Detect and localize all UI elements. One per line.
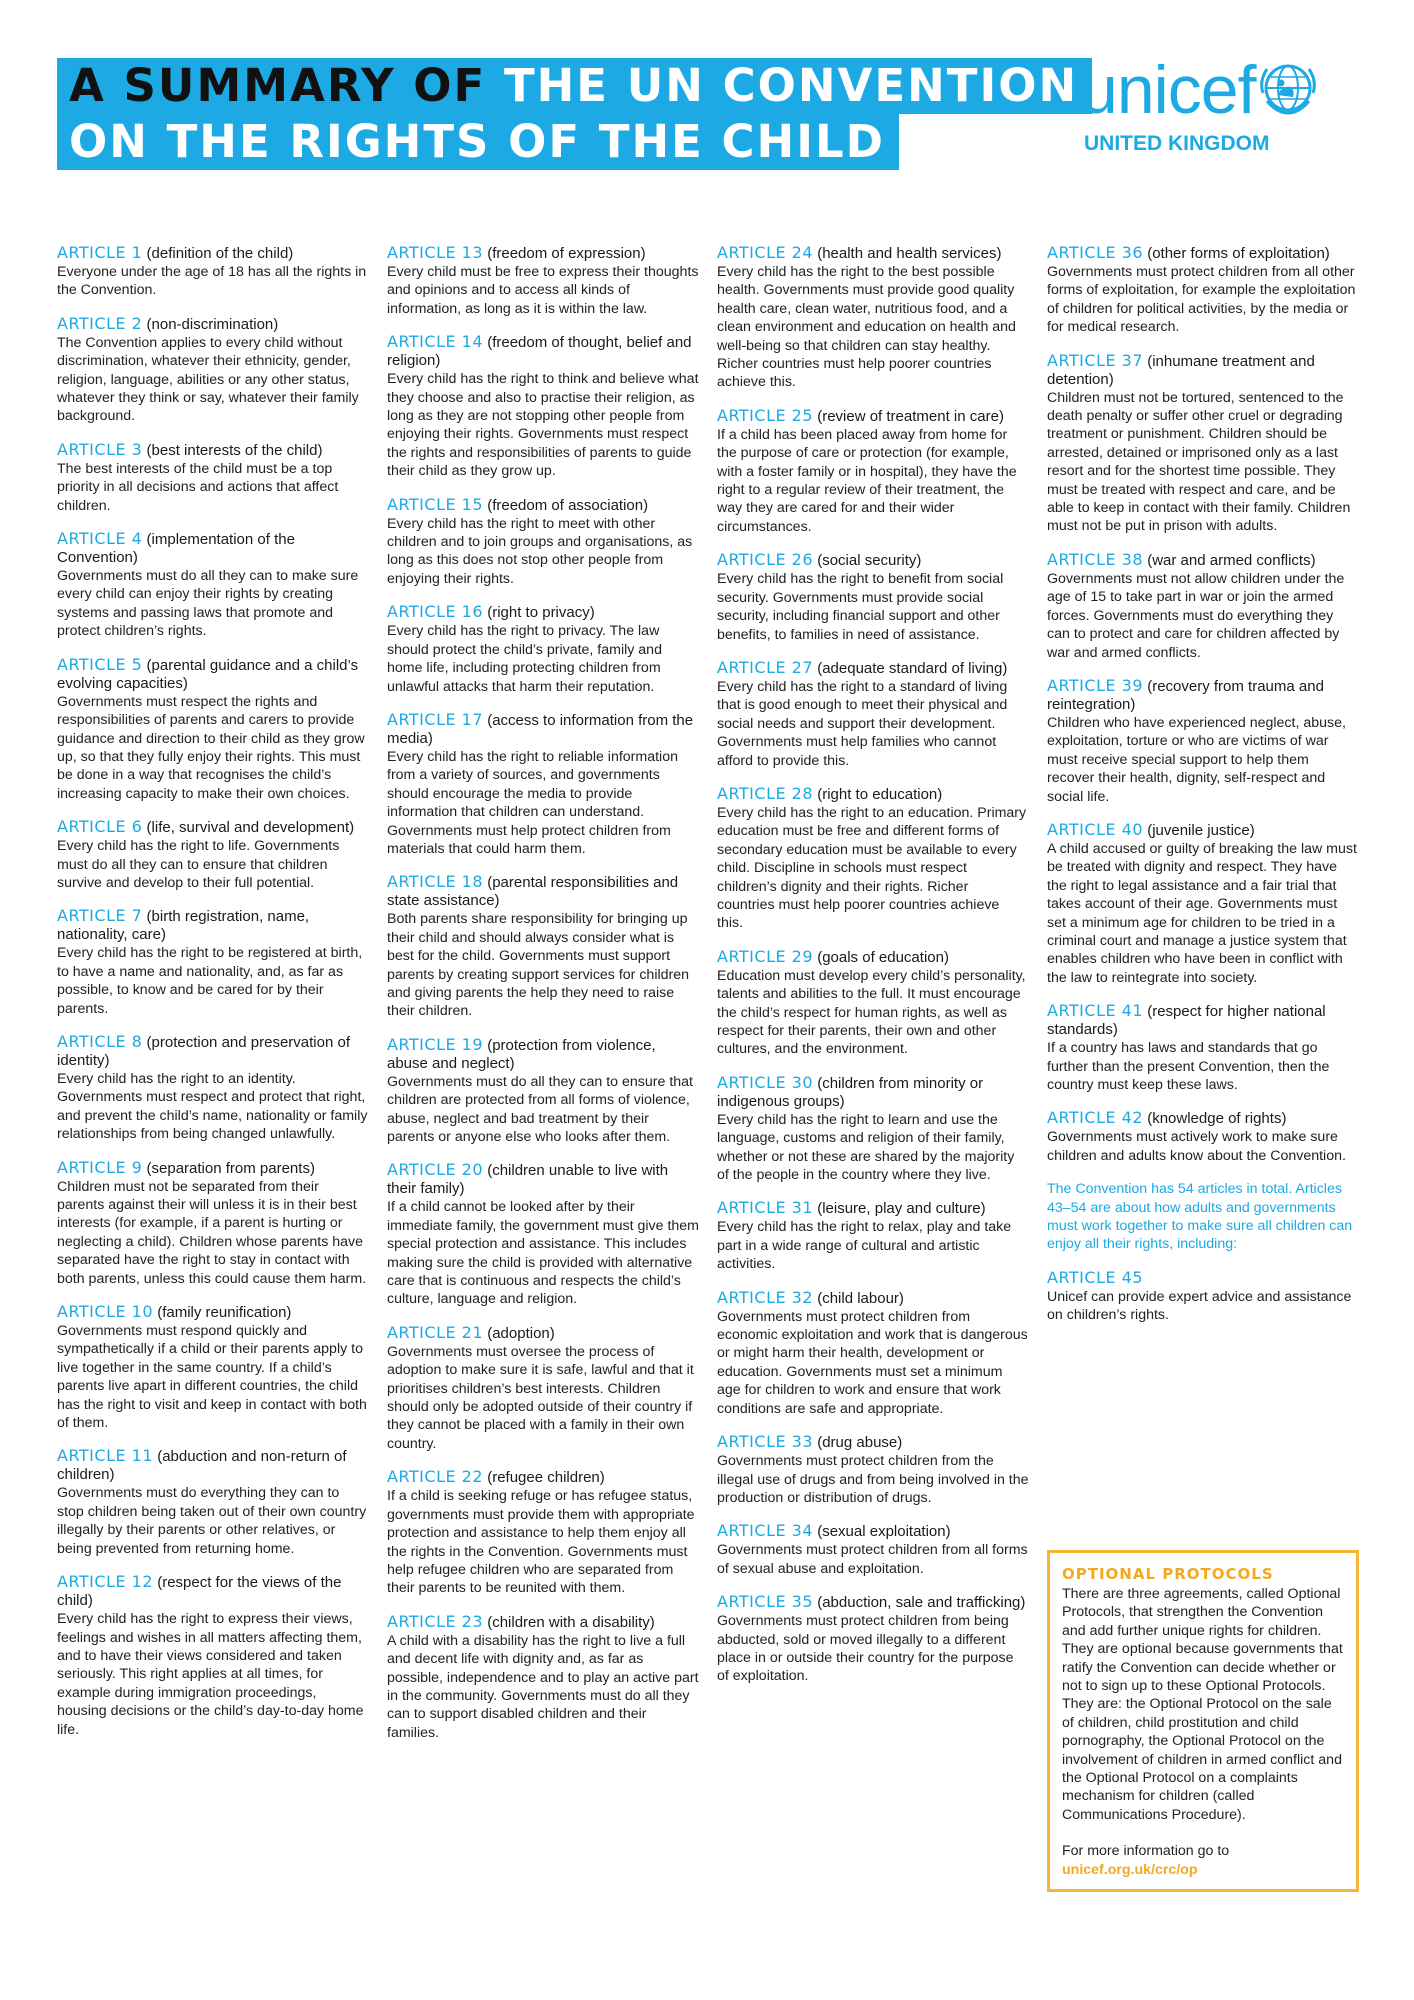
document-title xyxy=(57,58,1079,170)
article-number: ARTICLE 11 xyxy=(57,1446,154,1466)
article-item xyxy=(717,551,1029,644)
article-item xyxy=(57,818,369,892)
convention-note: The Convention has 54 articles in total. Articles 43–54 are about how adults and governments must work together to make sure all children can enjoy all their rights, including: xyxy=(1047,1181,1353,1253)
article-text: Both parents share responsibility for bringing up their child and should always consider what is best for the child. Governments must support parents by creating support services for children and giving parents the help they need to raise their children. xyxy=(387,911,690,1020)
article-text: Every child has the right to an identity. Governments must respect and protect that right, and prevent the child’s name, nationality or family relationships from being changed unlawfully. xyxy=(57,1070,368,1143)
article-number: ARTICLE 9 xyxy=(57,1157,143,1177)
article-topic: (freedom of expression) xyxy=(487,245,646,262)
article-item xyxy=(57,441,369,515)
article-item xyxy=(717,1433,1029,1507)
article-number: ARTICLE 39 xyxy=(1047,675,1144,695)
article-topic: (social security) xyxy=(817,552,922,570)
article-topic: (inhumane treatment and detention) xyxy=(1047,352,1315,388)
title-line-2: ON THE RIGHTS OF THE CHILD xyxy=(57,114,899,170)
article-number: ARTICLE 23 xyxy=(387,1611,484,1631)
article-text: Governments must actively work to make sure children and adults know about the Convention. xyxy=(1047,1129,1346,1164)
article-number: ARTICLE 42 xyxy=(1047,1108,1144,1128)
article-heading xyxy=(1047,677,1359,714)
article-number: ARTICLE 26 xyxy=(717,550,814,570)
article-heading xyxy=(57,1447,369,1484)
article-number: ARTICLE 27 xyxy=(717,657,814,677)
article-topic: (definition of the child) xyxy=(146,245,294,262)
article-topic: (children with a disability) xyxy=(487,1613,655,1631)
article-text: If a child cannot be looked after by their immediate family, the government must give them special protection and assistance. This includes making sure the child is provided with alternative care that is continuous and respects the child’s culture, language and religion. xyxy=(387,1199,699,1308)
article-topic: (war and armed conflicts) xyxy=(1147,551,1316,569)
article-item xyxy=(57,1033,369,1144)
article-topic: (right to privacy) xyxy=(487,604,595,622)
article-heading xyxy=(57,441,369,460)
article-item xyxy=(717,1074,1029,1185)
article-heading xyxy=(57,656,369,693)
article-topic: (knowledge of rights) xyxy=(1147,1110,1287,1128)
article-heading xyxy=(1047,352,1359,389)
article-text: Children who have experienced neglect, abuse, exploitation, torture or who are victims of war must receive special support to help them recover their health, dignity, self-respect and social life. xyxy=(1047,714,1346,805)
article-text: Every child has the right to be registered at birth, to have a name and nationality, and, as far as possible, to know and be cared for by their parents. xyxy=(57,945,363,1017)
article-number: ARTICLE 34 xyxy=(717,1521,814,1541)
article-text: Every child has the right to privacy. The law should protect the child’s private, family and home life, including protecting children from unlawful attacks that harm their reputation. xyxy=(387,623,662,695)
article-text: If a country has laws and standards that go further than the present Convention, then the country must keep these laws. xyxy=(1047,1040,1330,1093)
article-text: Governments must protect children from the illegal use of drugs and from being involved in the production or distribution of drugs. xyxy=(717,1453,1029,1506)
article-text: Governments must do everything they can to stop children being taken out of their own country illegally by their parents or other relatives, or being prevented from returning home. xyxy=(57,1485,367,1557)
article-topic: (protection from violence, abuse and neglect) xyxy=(387,1036,656,1072)
article-number: ARTICLE 1 xyxy=(57,243,143,262)
article-text: Unicef can provide expert advice and assistance on children’s rights. xyxy=(1047,1288,1352,1324)
article-number: ARTICLE 21 xyxy=(387,1322,484,1342)
article-topic: (abduction, sale and trafficking) xyxy=(817,1594,1026,1612)
article-text: Governments must respond quickly and sympathetically if a child or their parents apply to live together in the same country. If a child’s parents live apart in different countries, the child has the right to visit and keep in contact with both of them. xyxy=(57,1323,367,1432)
article-item xyxy=(717,244,1029,392)
article-number: ARTICLE 5 xyxy=(57,654,143,674)
article-item xyxy=(387,496,699,589)
article-heading xyxy=(57,530,369,567)
article-text: Every child has the right to the best possible health. Governments must provide good quality health care, clean water, nutritious food, and a clean environment and education on health and well-being so that children can stay healthy. Richer countries must help poorer countries achieve this. xyxy=(717,264,1016,391)
article-item xyxy=(387,603,699,696)
article-heading xyxy=(387,496,699,515)
article-number: ARTICLE 19 xyxy=(387,1034,484,1054)
article-item xyxy=(717,1199,1029,1273)
article-text: Children must not be tortured, sentenced to the death penalty or suffer other cruel or degrading treatment or punishment. Children should be arrested, detained or imprisoned only as a last resort and for the shortest time possible. They must be treated with respect and care, and be able to keep in contact with their family. Children must not be put in prison with adults. xyxy=(1047,389,1351,535)
article-text: Governments must protect children from all other forms of exploitation, for example the exploitation of children for political activities, by the media or for medical research. xyxy=(1047,264,1356,336)
article-text: Governments must oversee the process of adoption to make sure it is safe, lawful and that it prioritises children’s best interests. Children should only be adopted outside of their country if they cannot be placed with a family in their own country. xyxy=(387,1343,694,1452)
article-number: ARTICLE 28 xyxy=(717,783,814,803)
article-item xyxy=(57,907,369,1018)
article-number: ARTICLE 6 xyxy=(57,817,143,837)
article-text: Every child has the right to relax, play and take part in a wide range of cultural and artistic activities. xyxy=(717,1219,1012,1273)
article-item xyxy=(1047,821,1359,987)
article-number: ARTICLE 12 xyxy=(57,1572,154,1592)
article-heading xyxy=(717,244,1029,263)
article-item xyxy=(387,1468,699,1597)
optional-protocols-box xyxy=(1047,1550,1359,1892)
article-heading xyxy=(717,1074,1029,1111)
article-topic: (review of treatment in care) xyxy=(817,407,1004,425)
article-topic: (parental responsibilities and state assistance) xyxy=(387,874,679,910)
article-topic: (recovery from trauma and reintegration) xyxy=(1047,677,1324,713)
article-text: If a child is seeking refuge or has refugee status, governments must provide them with appropriate protection and assistance to help them enjoy all the rights in the Convention. Governments must help refugee children who are separated from their parents to be reunited with them. xyxy=(387,1488,695,1597)
article-text: Governments must not allow children under the age of 15 to take part in war or join the armed forces. Governments must do everything they can to protect and care for children affected by war and armed conflicts. xyxy=(1047,570,1345,661)
article-heading xyxy=(387,244,699,263)
article-item xyxy=(57,315,369,426)
article-heading xyxy=(717,1522,1029,1541)
article-number: ARTICLE 41 xyxy=(1047,1001,1144,1021)
article-heading xyxy=(717,1199,1029,1218)
article-topic: (sexual exploitation) xyxy=(817,1523,951,1541)
article-number: ARTICLE 29 xyxy=(717,946,814,966)
article-heading xyxy=(717,1433,1029,1452)
article-text: If a child has been placed away from home for the purpose of care or protection (for example, with a foster family or in hospital), they have the right to a regular review of their treatment, the way they are cared for and their wider circumstances. xyxy=(717,426,1017,535)
article-heading xyxy=(387,603,699,622)
article-item xyxy=(57,656,369,803)
article-number: ARTICLE 38 xyxy=(1047,549,1144,569)
article-heading xyxy=(717,407,1029,426)
article-topic: (adoption) xyxy=(487,1324,555,1342)
article-heading xyxy=(57,1303,369,1322)
article-heading xyxy=(57,907,369,944)
article-item xyxy=(717,1289,1029,1418)
article-heading xyxy=(57,1573,369,1610)
title-prefix: A SUMMARY OF xyxy=(69,59,487,112)
article-topic: (child labour) xyxy=(817,1289,904,1307)
article-number: ARTICLE 22 xyxy=(387,1467,484,1487)
article-topic: (children from minority or indigenous groups) xyxy=(717,1074,984,1110)
title-main: THE UN CONVENTION xyxy=(503,59,1079,112)
unicef-logo xyxy=(1080,52,1320,156)
article-topic: (other forms of exploitation) xyxy=(1147,245,1330,262)
unicef-globe-emblem-icon xyxy=(1257,57,1319,124)
article-topic: (implementation of the Convention) xyxy=(57,531,295,567)
article-number: ARTICLE 20 xyxy=(387,1160,484,1180)
article-heading xyxy=(387,873,699,910)
article-topic: (parental guidance and a child’s evolving capacities) xyxy=(57,656,359,692)
article-number: ARTICLE 13 xyxy=(387,243,484,262)
article-topic: (drug abuse) xyxy=(817,1434,903,1452)
article-heading xyxy=(57,818,369,837)
article-heading xyxy=(717,785,1029,804)
article-item xyxy=(1047,244,1359,337)
article-item xyxy=(1047,1109,1359,1165)
article-number: ARTICLE 32 xyxy=(717,1287,814,1307)
article-heading xyxy=(1047,821,1359,840)
article-text: Governments must protect children from all forms of sexual abuse and exploitation. xyxy=(717,1542,1028,1577)
article-topic: (non-discrimination) xyxy=(146,315,279,333)
article-text: Everyone under the age of 18 has all the rights in the Convention. xyxy=(57,264,367,299)
article-heading xyxy=(1047,1002,1359,1039)
article-topic: (life, survival and development) xyxy=(146,819,355,837)
article-item xyxy=(1047,677,1359,806)
article-text: A child with a disability has the right to live a full and decent life with dignity and, as far as possible, independence and to play an active part in the community. Governments must do all they can to support disabled children and their families. xyxy=(387,1632,699,1741)
article-heading xyxy=(387,333,699,370)
article-item xyxy=(1047,551,1359,662)
article-topic: (adequate standard of living) xyxy=(817,659,1008,677)
article-item xyxy=(1047,1002,1359,1094)
article-number: ARTICLE 3 xyxy=(57,439,143,459)
article-heading xyxy=(717,948,1029,967)
article-topic: (protection and preservation of identity) xyxy=(57,1033,350,1069)
article-item xyxy=(57,1303,369,1432)
article-heading xyxy=(717,1289,1029,1308)
article-number: ARTICLE 33 xyxy=(717,1432,814,1452)
article-heading xyxy=(717,551,1029,570)
article-topic: (right to education) xyxy=(817,785,943,803)
article-heading xyxy=(387,1613,699,1632)
article-topic: (juvenile justice) xyxy=(1147,821,1255,839)
column-1 xyxy=(57,244,369,1754)
article-number: ARTICLE 18 xyxy=(387,872,484,892)
column-4 xyxy=(1047,244,1359,1340)
article-heading xyxy=(1047,1269,1359,1288)
article-text: Every child has the right to a standard of living that is good enough to meet their physical and social needs and support their development. Governments must help families who cannot afford to provide this. xyxy=(717,678,1008,769)
article-topic: (children unable to live with their family) xyxy=(387,1162,669,1198)
article-item xyxy=(387,333,699,480)
article-heading xyxy=(57,1033,369,1070)
article-number: ARTICLE 24 xyxy=(717,243,814,262)
article-topic: (health and health services) xyxy=(817,245,1002,262)
article-text: The Convention applies to every child without discrimination, whatever their ethnicity, gender, religion, language, abilities or any other status, whatever they think or say, whatever their family background. xyxy=(57,334,359,425)
article-topic: (leisure, play and culture) xyxy=(817,1200,986,1218)
more-info-link[interactable]: unicef.org.uk/crc/op xyxy=(1062,1861,1198,1878)
article-number: ARTICLE 7 xyxy=(57,906,143,926)
article-item xyxy=(57,530,369,641)
article-heading xyxy=(1047,1109,1359,1128)
article-text: Governments must respect the rights and responsibilities of parents and carers to provide guidance and direction to their child as they grow up, so that they fully enjoy their rights. This must be done in a way that recognises the child’s increasing capacity to make their own choices. xyxy=(57,693,365,802)
article-item xyxy=(1047,1269,1359,1325)
article-text: Education must develop every child’s personality, talents and abilities to the full. It must encourage the child’s respect for human rights, as well as respect for their parents, their own and other cultures, and the environment. xyxy=(717,967,1026,1058)
article-item xyxy=(387,1036,699,1147)
article-number: ARTICLE 25 xyxy=(717,405,814,425)
article-item xyxy=(717,659,1029,770)
article-number: ARTICLE 35 xyxy=(717,1592,814,1612)
article-item xyxy=(717,1522,1029,1578)
article-heading xyxy=(57,315,369,334)
article-item xyxy=(387,244,699,318)
article-topic: (best interests of the child) xyxy=(146,441,323,459)
article-item xyxy=(387,873,699,1020)
article-heading xyxy=(387,711,699,748)
article-topic: (freedom of association) xyxy=(487,496,649,514)
article-number: ARTICLE 40 xyxy=(1047,819,1144,839)
article-heading xyxy=(387,1468,699,1487)
article-heading xyxy=(717,1593,1029,1612)
article-text: Every child has the right to reliable information from a variety of sources, and governments should encourage the media to provide information that children can understand. Governments must help protect children from materials that could harm them. xyxy=(387,748,678,857)
article-topic: (access to information from the media) xyxy=(387,711,694,747)
article-topic: (abduction and non-return of children) xyxy=(57,1448,347,1484)
article-number: ARTICLE 14 xyxy=(387,332,484,352)
article-item xyxy=(57,1447,369,1558)
article-item xyxy=(717,785,1029,933)
article-number: ARTICLE 31 xyxy=(717,1198,814,1218)
article-text: Governments must protect children from being abducted, sold or moved illegally to a different place in or outside their country for the purpose of exploitation. xyxy=(717,1613,1014,1685)
article-text: Every child must be free to express their thoughts and opinions and to access all kinds of information, as long as it is within the law. xyxy=(387,264,699,317)
article-topic: (respect for the views of the child) xyxy=(57,1574,342,1610)
article-heading xyxy=(57,244,369,263)
article-item xyxy=(717,407,1029,536)
article-text: Children must not be separated from their parents against their will unless it is in their best interests (for example, if a parent is hurting or neglecting a child). Children whose parents have separated have the right to stay in contact with both parents, unless this could cause them harm. xyxy=(57,1178,367,1287)
article-heading xyxy=(387,1161,699,1198)
article-item xyxy=(1047,352,1359,536)
column-2 xyxy=(387,244,699,1757)
article-text: The best interests of the child must be a top priority in all decisions and actions that affect children. xyxy=(57,460,339,514)
article-number: ARTICLE 30 xyxy=(717,1072,814,1092)
article-item xyxy=(717,1593,1029,1686)
article-item xyxy=(57,244,369,300)
article-item xyxy=(387,1613,699,1742)
optional-protocols-title: OPTIONAL PROTOCOLS xyxy=(1062,1565,1274,1583)
article-text: Governments must protect children from economic exploitation and work that is dangerous or might harm their health, development or education. Governments must set a minimum age for children to work and ensure that work conditions are safe and appropriate. xyxy=(717,1308,1028,1417)
article-topic: (goals of education) xyxy=(817,948,949,966)
article-topic: (separation from parents) xyxy=(146,1159,315,1177)
article-number: ARTICLE 15 xyxy=(387,494,484,514)
article-topic: (birth registration, name, nationality, care) xyxy=(57,908,310,944)
article-topic: (family reunification) xyxy=(157,1304,292,1322)
article-heading xyxy=(57,1159,369,1178)
article-number: ARTICLE 17 xyxy=(387,709,484,729)
article-text: Governments must do all they can to ensure that children are protected from all forms of violence, abuse, neglect and bad treatment by their parents or anyone else who looks after them. xyxy=(387,1073,693,1145)
column-3 xyxy=(717,244,1029,1701)
article-heading xyxy=(387,1324,699,1343)
article-topic: (respect for higher national standards) xyxy=(1047,1003,1326,1039)
article-item xyxy=(387,711,699,858)
article-item xyxy=(387,1161,699,1308)
article-text: Every child has the right to an education. Primary education must be free and different forms of secondary education must be available to every child. Discipline in schools must respect children’s dignity and their rights. Richer countries must help poorer countries achieve this. xyxy=(717,804,1027,932)
article-number: ARTICLE 36 xyxy=(1047,243,1144,262)
more-info-text: For more information go to xyxy=(1062,1843,1230,1860)
article-item xyxy=(717,948,1029,1059)
title-line-1 xyxy=(57,58,1092,114)
article-item xyxy=(57,1159,369,1288)
article-number: ARTICLE 2 xyxy=(57,313,143,333)
article-heading xyxy=(387,1036,699,1073)
optional-protocols-body: There are three agreements, called Optional Protocols, that strengthen the Convention and add further unique rights for children. They are optional because governments that ratify the Convention can decide whether or not to sign up to these Optional Protocols. They are: the Optional Protocol on the sale of children, child prostitution and child pornography, the Optional Protocol on the involvement of children in armed conflict and the Optional Protocol on a complaints mechanism for children (called Communications Procedure). xyxy=(1062,1586,1343,1823)
article-heading xyxy=(1047,551,1359,570)
article-number: ARTICLE 16 xyxy=(387,602,484,622)
article-item xyxy=(387,1324,699,1453)
article-number: ARTICLE 8 xyxy=(57,1031,143,1051)
article-text: Every child has the right to learn and use the language, customs and religion of their family, whether or not these are shared by the majority of the people in the country where they live. xyxy=(717,1111,1015,1184)
article-number: ARTICLE 4 xyxy=(57,529,143,549)
article-number: ARTICLE 37 xyxy=(1047,350,1144,370)
article-heading xyxy=(1047,244,1359,263)
article-heading xyxy=(717,659,1029,678)
article-text: Every child has the right to benefit from social security. Governments must provide social security, including financial support and other benefits, to families in need of assistance. xyxy=(717,571,1004,643)
article-item xyxy=(57,1573,369,1739)
article-text: Every child has the right to express their views, feelings and wishes in all matters affecting them, and to have their views considered and taken seriously. This right applies at all times, for example during immigration proceedings, housing decisions or the child’s day-to-day home life. xyxy=(57,1611,364,1738)
article-text: A child accused or guilty of breaking the law must be treated with dignity and respect. They have the right to legal assistance and a fair trial that takes account of their age. Governments must set a minimum age for children to be tried in a criminal court and manage a justice system that enables children who have been in conflict with the law to reintegrate into society. xyxy=(1047,840,1357,986)
article-text: Every child has the right to meet with other children and to join groups and organisations, as long as this does not stop other people from enjoying their rights. xyxy=(387,515,693,587)
article-topic: (freedom of thought, belief and religion) xyxy=(387,334,692,370)
article-text: Every child has the right to life. Governments must do all they can to ensure that children survive and develop to their full potential. xyxy=(57,838,340,891)
logo-subtitle: UNITED KINGDOM xyxy=(1084,132,1270,155)
article-number: ARTICLE 10 xyxy=(57,1302,154,1322)
article-topic: (refugee children) xyxy=(487,1469,605,1487)
article-number: ARTICLE 45 xyxy=(1047,1267,1144,1287)
article-text: Every child has the right to think and believe what they choose and also to practise their religion, as long as they are not stopping other people from enjoying their rights. Governments must respect the rights and responsibilities of parents to guide their child as they grow up. xyxy=(387,371,699,480)
logo-wordmark: unicef xyxy=(1080,52,1256,128)
article-text: Governments must do all they can to make sure every child can enjoy their rights by creating systems and passing laws that promote and protect children’s rights. xyxy=(57,568,359,640)
